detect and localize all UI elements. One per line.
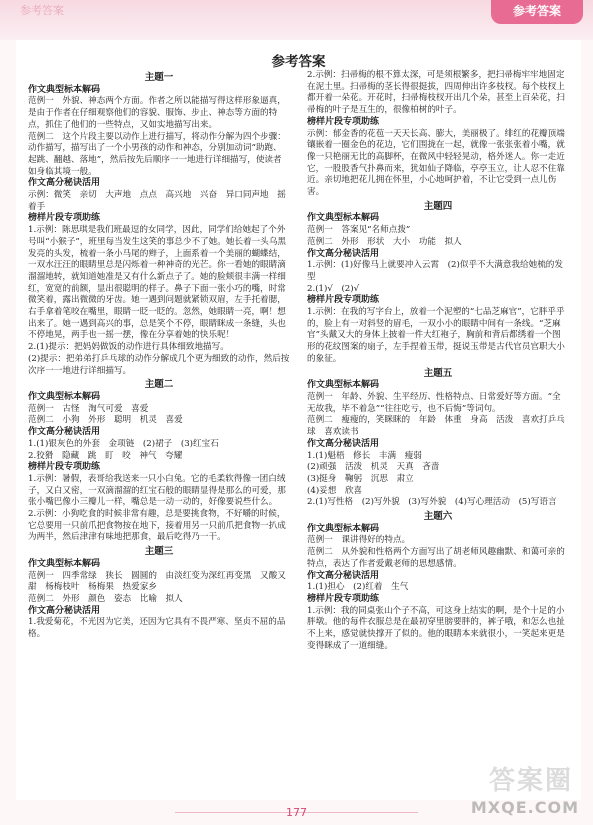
answer-text: 范例二 外形 形状 大小 功能 拟人 — [307, 236, 462, 247]
answer-text: 示例：郁金香的花苞一天天长高、膨大，美丽极了。绯红的花瓣顶端镶嵌着一圈金色的花边，它们围拢在一起，就像一张张张着小嘴，就像一只艳丽无比的高脚杯，在微风中轻轻晃动，格外迷人。你一走近它，一股股香气扑鼻而来，犹如仙子降临，亭亭玉立，让人忍不住靠近。亲切地把花儿拥在怀里，小心地呵护着，不让它受到一点儿伤害。 — [307, 128, 565, 198]
section-heading: 作文典型标本解码 — [307, 380, 380, 391]
section-heading: 榜样片段专项助练 — [307, 295, 380, 306]
answer-text: (3)挺身 鞠躬 沉思 肃立 — [307, 473, 414, 484]
answer-text: 范例一 古怪 淘气可爱 喜爱 — [28, 403, 149, 414]
section-heading: 作文典型标本解码 — [28, 558, 101, 569]
theme-heading: 主题二 — [144, 379, 174, 391]
section-heading: 作文典型标本解码 — [28, 391, 101, 402]
theme-heading: 主题六 — [423, 511, 453, 523]
section-heading: 作文高分秘诀活用 — [307, 570, 380, 581]
theme-heading: 主题五 — [423, 367, 453, 379]
answer-text: 范例二 从外貌和性格两个方面写出了胡老师风趣幽默、和蔼可亲的特点，表达了作者爱戴老师的思想感情。 — [307, 547, 565, 569]
section-heading: 作文典型标本解码 — [28, 84, 101, 95]
answer-text: 2.狡猾 隐藏 跳 盯 咬 神气 夸耀 — [28, 450, 183, 461]
section-heading: 榜样片段专项助练 — [28, 462, 101, 473]
section-heading: 作文典型标本解码 — [307, 213, 380, 224]
answer-text: 2.(1)提示：把妈妈做饭的动作进行具体细致地描写。 — [28, 342, 229, 353]
answer-text: 范例一 答案见“名师点拨” — [307, 225, 411, 236]
left-column — [28, 70, 290, 641]
answer-text: 范例二 这个片段主要以动作上进行描写，将动作分解为四个步骤：动作描写，描写出了一个小男孩的动作和神态，分别加动词“助跑、起跳、翻越、落地”，然后按先后顺序一一地进行详细描写，使读者如身临其境一般。 — [28, 131, 286, 177]
answer-text: 范例一 外貌、神态两个方面。作者之所以能描写得这样形象逼真，是由于作者在仔细观察他们的容貌、服饰、步止、神态等方面的特点，抓住了他们的一些特点，又如实地描写出来。 — [28, 96, 286, 130]
answer-text: 1.(1)银灰色的外套 金项链 (2)裙子 (3)红宝石 — [28, 438, 219, 449]
answer-text: 1.示例：陈思琪是我们班最逗的女同学，因此，同学们给她起了个外号叫“小猴子”，班里每当发生这笑的事总少不了她。她长着一头乌黑发亮的头发，梳着一条小马尾的辫子，上面系着一个美丽的蝴蝶结，一双水汪汪的眼睛里总是闪烁着一种神奇的光芒。你一看她的眼睛滴溜溜地转，就知道她准是又有什么新点子了。她的脸颊很丰满一样细红，宽宽的前额，显出很聪明的样子。鼻子下面一张小巧的嘴，时常微笑着，露出微微的牙齿。她一遇到问题就紧锁双眉，左手托着腮，右手拿着笔咬在嘴里，眼睛一眨一眨的。忽然，她眼睛一亮，啊！想出来了。她一遇到高兴的事，总是笑个不停，眼睛眯成一条缝，头也不停地晃，两手也一摇一摆，像在分享着她的快乐呢！ — [28, 225, 287, 341]
theme-heading: 主题四 — [423, 200, 453, 212]
answer-text: 2.(1)√ (2)√ — [307, 283, 360, 294]
answer-text: 1.示例：我的同桌张山个子不高，可这身上结实的啊，是个十足的小胖墩。他的每件衣服总是在最初穿里膀要胖的，裤子哦，和怎么也扯不上来，感觉就快撑开了似的。他的眼睛本来就很小，一笑起来更是变得眯成了一道细缝。 — [307, 605, 565, 651]
answer-text: (2)提示：把弟弟打乒乓球的动作分解成几个更为细致的动作，然后按次序一一地进行详细描写。 — [28, 353, 290, 376]
section-heading: 作文高分秘诀活用 — [28, 427, 101, 438]
answer-text: 2.(1)写性格 (2)写外貌 (3)写外貌 (4)写心理活动 (5)写语言 — [307, 497, 557, 508]
answer-text: 2.示例：扫帚梅的根不算太深，可是须根繁多，把扫帚梅牢牢地固定在泥土里。扫帚梅的茎长得很挺拔，四周伸出许多枝杈。每个枝杈上都开着一朵花。开花时，扫帚梅枝杈开出几个朵，甚至上百朵花，扫帚梅的叶子是互生的，很像柏树的叶子。 — [307, 70, 565, 116]
watermark-url: MXQE.COM — [470, 798, 579, 817]
right-column — [307, 70, 569, 652]
answer-text: 1.我爱菊花，不光因为它美，还因为它具有不畏严寒、坚贞不屈的品格。 — [28, 617, 286, 640]
answer-text: 范例一 年龄、外貌、生平经历、性格特点、日常爱好等方面。“全无故我，毕不着急”“往往吃亏，也不后悔”等词句。 — [307, 391, 561, 414]
answer-text: 示例：微笑 亲切 大声地 点点 高兴地 兴奋 异口同声地 摇着手 — [28, 190, 286, 212]
theme-heading: 主题一 — [144, 72, 174, 83]
answer-text: 范例二 瘦瘦的，笑眯眯的 年龄 体重 身高 活泼 喜欢打乒乓球 喜欢读书 — [307, 415, 565, 438]
watermark-logo: 答案圈 — [488, 766, 573, 796]
theme-heading: 主题三 — [144, 546, 174, 558]
section-heading: 作文高分秘诀活用 — [307, 438, 380, 449]
section-heading: 作文高分秘诀活用 — [307, 248, 380, 259]
page-title: 参考答案 — [271, 54, 326, 70]
answer-text: 1.(1)魁梧 修长 丰满 瘦弱 — [307, 450, 422, 461]
answer-text: 范例一 课讲得好的特点。 — [307, 535, 411, 546]
answer-text: 1.示例：在我的写字台上，放着一个泥塑的“七品芝麻官”，它胖乎乎的，脸上有一对斜竖的眉毛，一双小小的眼睛中间有一条线。“芝麻官”头戴又大的身体上披着一件大红袍子，胸前和背后都绣着一个图形的花纹图案的扇子，左手捏着玉带，挺说玉带是古代官员官职大小的象征。 — [307, 307, 565, 364]
section-heading: 作文典型标本解码 — [307, 523, 380, 534]
answer-text: 1.(1)担心 (2)红着 生气 — [307, 582, 409, 593]
section-heading: 榜样片段专项助练 — [28, 213, 101, 224]
header-tab: 参考答案 — [491, 0, 583, 24]
answer-text: 范例二 小狗 外形 聪明 机灵 喜爱 — [28, 415, 183, 426]
section-heading: 作文高分秘诀活用 — [28, 178, 101, 189]
header-banner — [0, 0, 593, 40]
answer-text: (2)顽强 活泼 机灵 天真 吝啬 — [307, 462, 440, 473]
section-heading: 榜样片段专项助练 — [307, 116, 380, 127]
answer-text: (4)妥想 欣喜 — [307, 485, 363, 496]
header-ghost-text: 参考答案 — [20, 4, 64, 17]
answer-text: 范例二 外形 颜色 姿态 比喻 拟人 — [28, 593, 183, 604]
answer-text: 2.示例：小狗吃食的时候非常有趣，总是要挑食物，不好嚼的时候，它总要用一只前爪把食物按在地下，接着用另一只前爪把食物一扒成为两半，然后津津有味地把那食，最后吃得乃一干。 — [28, 509, 286, 543]
answer-page — [16, 40, 581, 800]
answer-text: 1.示例：暑假，表哥给我送来一只小白兔。它的毛柔软得像一团白绒子，又白又密，一双滴溜溜的红宝石般的眼睛显得是那么的可爱，那张小嘴巴像小三瓣儿一样，嘴总是一动一动的，好像要说些什么。 — [28, 473, 286, 508]
section-heading: 榜样片段专项助练 — [307, 593, 380, 604]
section-heading: 作文高分秘诀活用 — [28, 605, 101, 616]
page-number: 177 — [286, 806, 307, 819]
answer-text: 范例一 四季常绿 狭长 圆圆的 由淡红变为深红再变黑 又酸又甜 杨梅枝叶 杨梅果 热爱家乡 — [28, 570, 286, 593]
answer-text: 1.示例：(1)好像马上就要冲入云霄 (2)似乎不大满意我给她梳的发型 — [307, 260, 563, 282]
